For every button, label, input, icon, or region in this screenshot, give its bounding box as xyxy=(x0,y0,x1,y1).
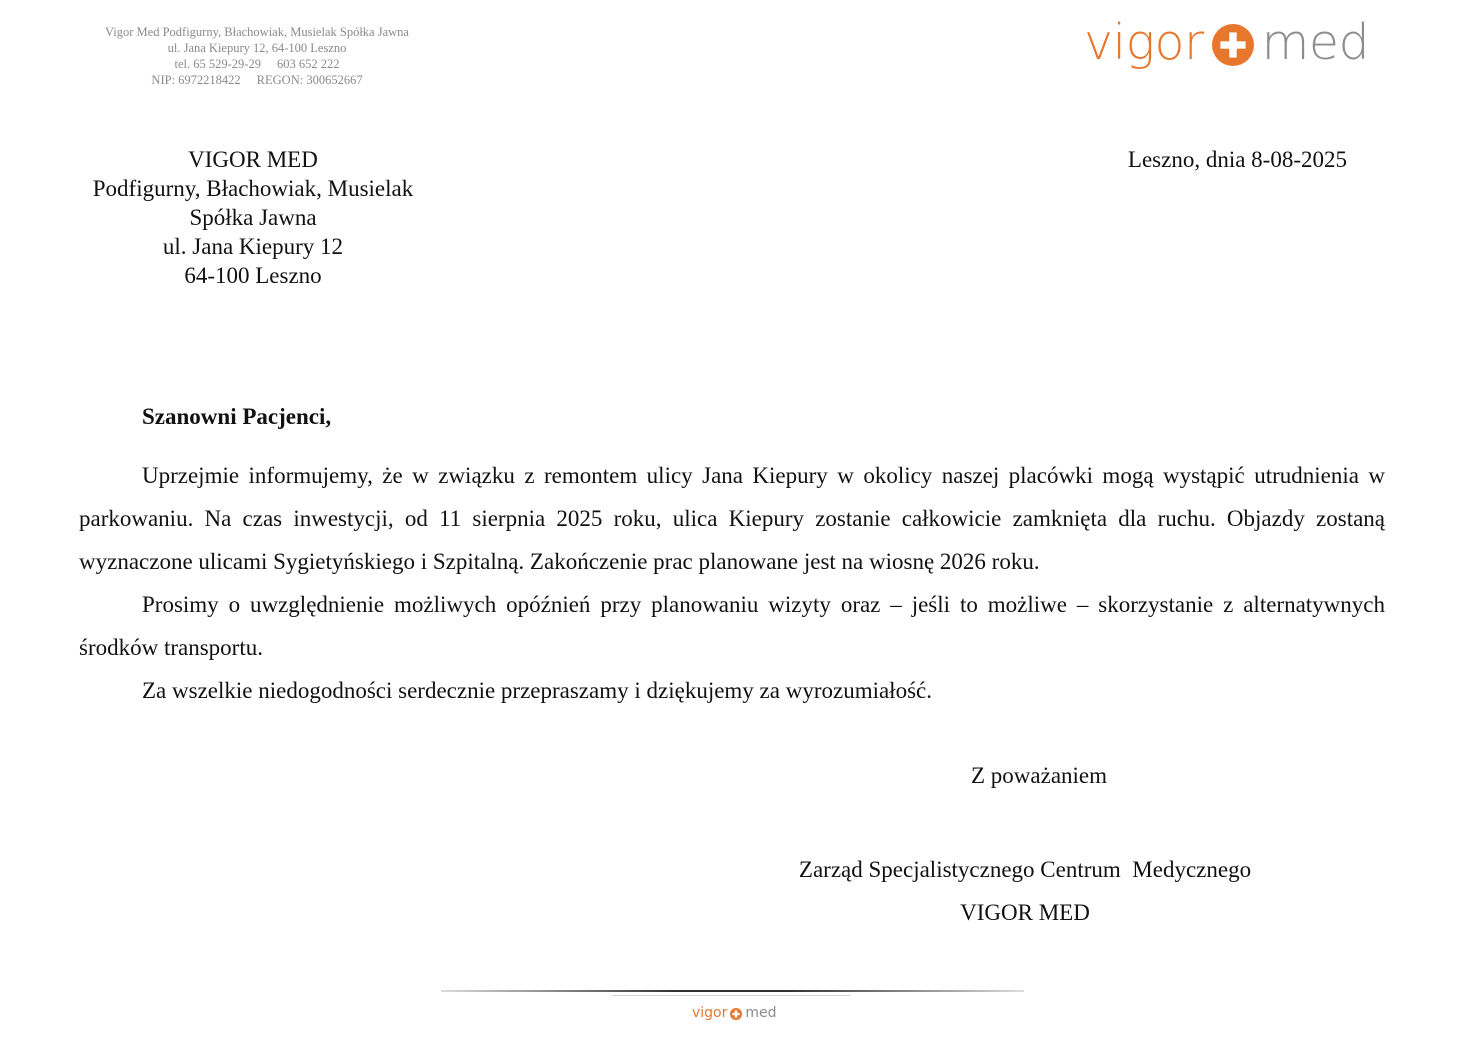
footer-divider-secondary xyxy=(612,995,850,996)
letterhead-company-info xyxy=(76,24,438,88)
footer-logo-word-med: med xyxy=(745,1005,777,1021)
sender-address-block xyxy=(78,145,428,290)
footer-plus-circle-icon xyxy=(730,1008,742,1020)
logo-word-vigor: vigor xyxy=(1084,13,1204,71)
letterhead-nip: NIP: 6972218422 xyxy=(151,73,241,87)
sender-line: Spółka Jawna xyxy=(189,205,317,230)
sender-line: VIGOR MED xyxy=(188,147,318,172)
letterhead-phones xyxy=(76,56,438,72)
body-paragraph: Uprzejmie informujemy, że w związku z remontem ulicy Jana Kiepury w okolicy naszej placówki mogą wystąpić utrudnienia w parkowaniu. Na czas inwestycji, od 11 sierpnia 2025 roku, ulica Kiepury zostanie całkowicie zamknięta dla ruchu. Objazdy zostaną wyznaczone ulicami Sygietyńskiego i Szpitalną. Zakończenie prac planowane jest na wiosnę 2026 roku. xyxy=(79,463,1385,574)
salutation: Szanowni Pacjenci, xyxy=(142,404,332,429)
letterhead-phone-1: tel. 65 529-29-29 xyxy=(174,57,261,71)
letterhead-phone-2: 603 652 222 xyxy=(276,57,340,71)
signature-block xyxy=(770,848,1280,934)
letter-date: Leszno, dnia 8-08-2025 xyxy=(1127,147,1347,172)
body-paragraph: Prosimy o uwzględnienie możliwych opóźnień przy planowaniu wizyty oraz – jeśli to możliwe – skorzystanie z alternatywnych środków transportu. xyxy=(79,592,1385,660)
sender-line: 64-100 Leszno xyxy=(184,263,322,288)
logo-word-med: med xyxy=(1261,13,1370,71)
plus-circle-icon xyxy=(1212,24,1254,66)
letter-body xyxy=(79,454,1385,712)
footer-logo-word-vigor: vigor xyxy=(692,1005,728,1021)
letterhead-company-name: Vigor Med Podfigurny, Błachowiak, Musielak Spółka Jawna xyxy=(105,25,409,39)
body-paragraph: Za wszelkie niedogodności serdecznie przepraszamy i dziękujemy za wyrozumiałość. xyxy=(142,678,932,703)
closing-phrase: Z poważaniem xyxy=(971,763,1108,788)
footer-logo xyxy=(692,1006,777,1020)
sender-line: Podfigurny, Błachowiak, Musielak xyxy=(92,176,414,201)
signature-line: VIGOR MED xyxy=(960,900,1090,925)
letterhead-tax-ids xyxy=(76,72,438,88)
vigor-med-logo xyxy=(1084,10,1384,74)
letterhead-regon: REGON: 300652667 xyxy=(256,73,363,87)
letterhead-address: ul. Jana Kiepury 12, 64-100 Leszno xyxy=(167,41,347,55)
sender-line: ul. Jana Kiepury 12 xyxy=(162,234,344,259)
signature-line: Zarząd Specjalistycznego Centrum Medycznego xyxy=(798,857,1252,882)
footer-divider xyxy=(441,990,1024,992)
